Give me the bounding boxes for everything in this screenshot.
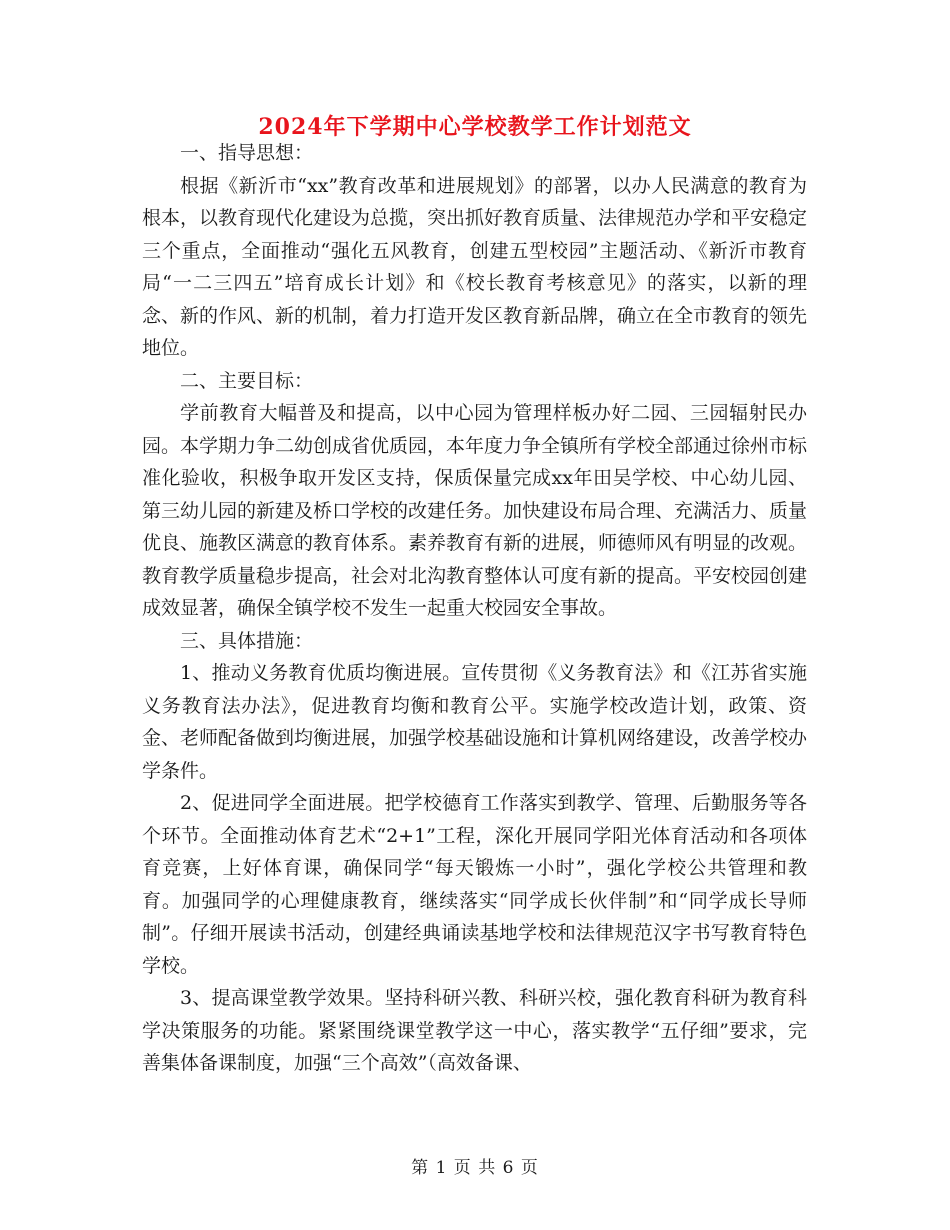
page-footer: 第 1 页 共 6 页 — [411, 1158, 539, 1178]
heading-main-goals: 二、主要目标： — [180, 369, 314, 392]
paragraph: 3、提高课堂教学效果。坚持科研兴教、科研兴校，强化教育科研为教育科学决策服务的功能。紧紧围绕课堂教学这一中心，落实教学“五仔细”要求，完善集体备课制度，加强“三个高效”（高效备课、 — [142, 987, 807, 1074]
paragraph: 2、促进同学全面进展。把学校德育工作落实到教学、管理、后勤服务等各个环节。全面推动体育艺术“2+1”工程，深化开展同学阳光体育活动和各项体育竞赛，上好体育课，确保同学“每天锻炼一小时”，强化学校公共管理和教育。加强同学的心理健康教育，继续落实“同学成长伙伴制”和“同学成长导师制”。仔细开展读书活动，创建经典诵读基地学校和法律规范汉字书写教育特色学校。 — [142, 792, 807, 977]
heading-guiding-ideology: 一、指导思想： — [180, 142, 314, 164]
paragraph: 学前教育大幅普及和提高，以中心园为管理样板办好二园、三园辐射民办园。本学期力争二幼创成省优质园，本年度力争全镇所有学校全部通过徐州市标准化验收，积极争取开发区支持，保质保量完成xx年田吴学校、中心幼儿园、第三幼儿园的新建及桥口学校的改建任务。加快建设布局合理、充满活力、质量优良、施教区满意的教育体系。素养教育有新的进展，师德师风有明显的改观。教育教学质量稳步提高，社会对北沟教育整体认可度有新的提高。平安校园创建成效显著，确保全镇学校不发生一起重大校园安全事故。 — [142, 402, 808, 619]
heading-specific-measures: 三、具体措施： — [180, 629, 314, 652]
document-body — [142, 137, 807, 1080]
paragraph: 1、推动义务教育优质均衡进展。宣传贯彻《义务教育法》和《江苏省实施义务教育法办法》，促进教育均衡和教育公平。实施学校改造计划，政策、资金、老师配备做到均衡进展，加强学校基础设施和计算机网络建设，改善学校办学条件。 — [142, 662, 808, 782]
document-title: 2024年下学期中心学校教学工作计划范文 — [258, 114, 692, 140]
paragraph: 根据《新沂市“xx”教育改革和进展规划》的部署，以办人民满意的教育为根本，以教育现代化建设为总揽，突出抓好教育质量、法律规范办学和平安稳定三个重点，全面推动“强化五风教育，创建五型校园”主题活动、《新沂市教育局“一二三四五”培育成长计划》和《校长教育考核意见》的落实，以新的理念、新的作风、新的机制，着力打造开发区教育新品牌，确立在全市教育的领先地位。 — [142, 174, 808, 359]
